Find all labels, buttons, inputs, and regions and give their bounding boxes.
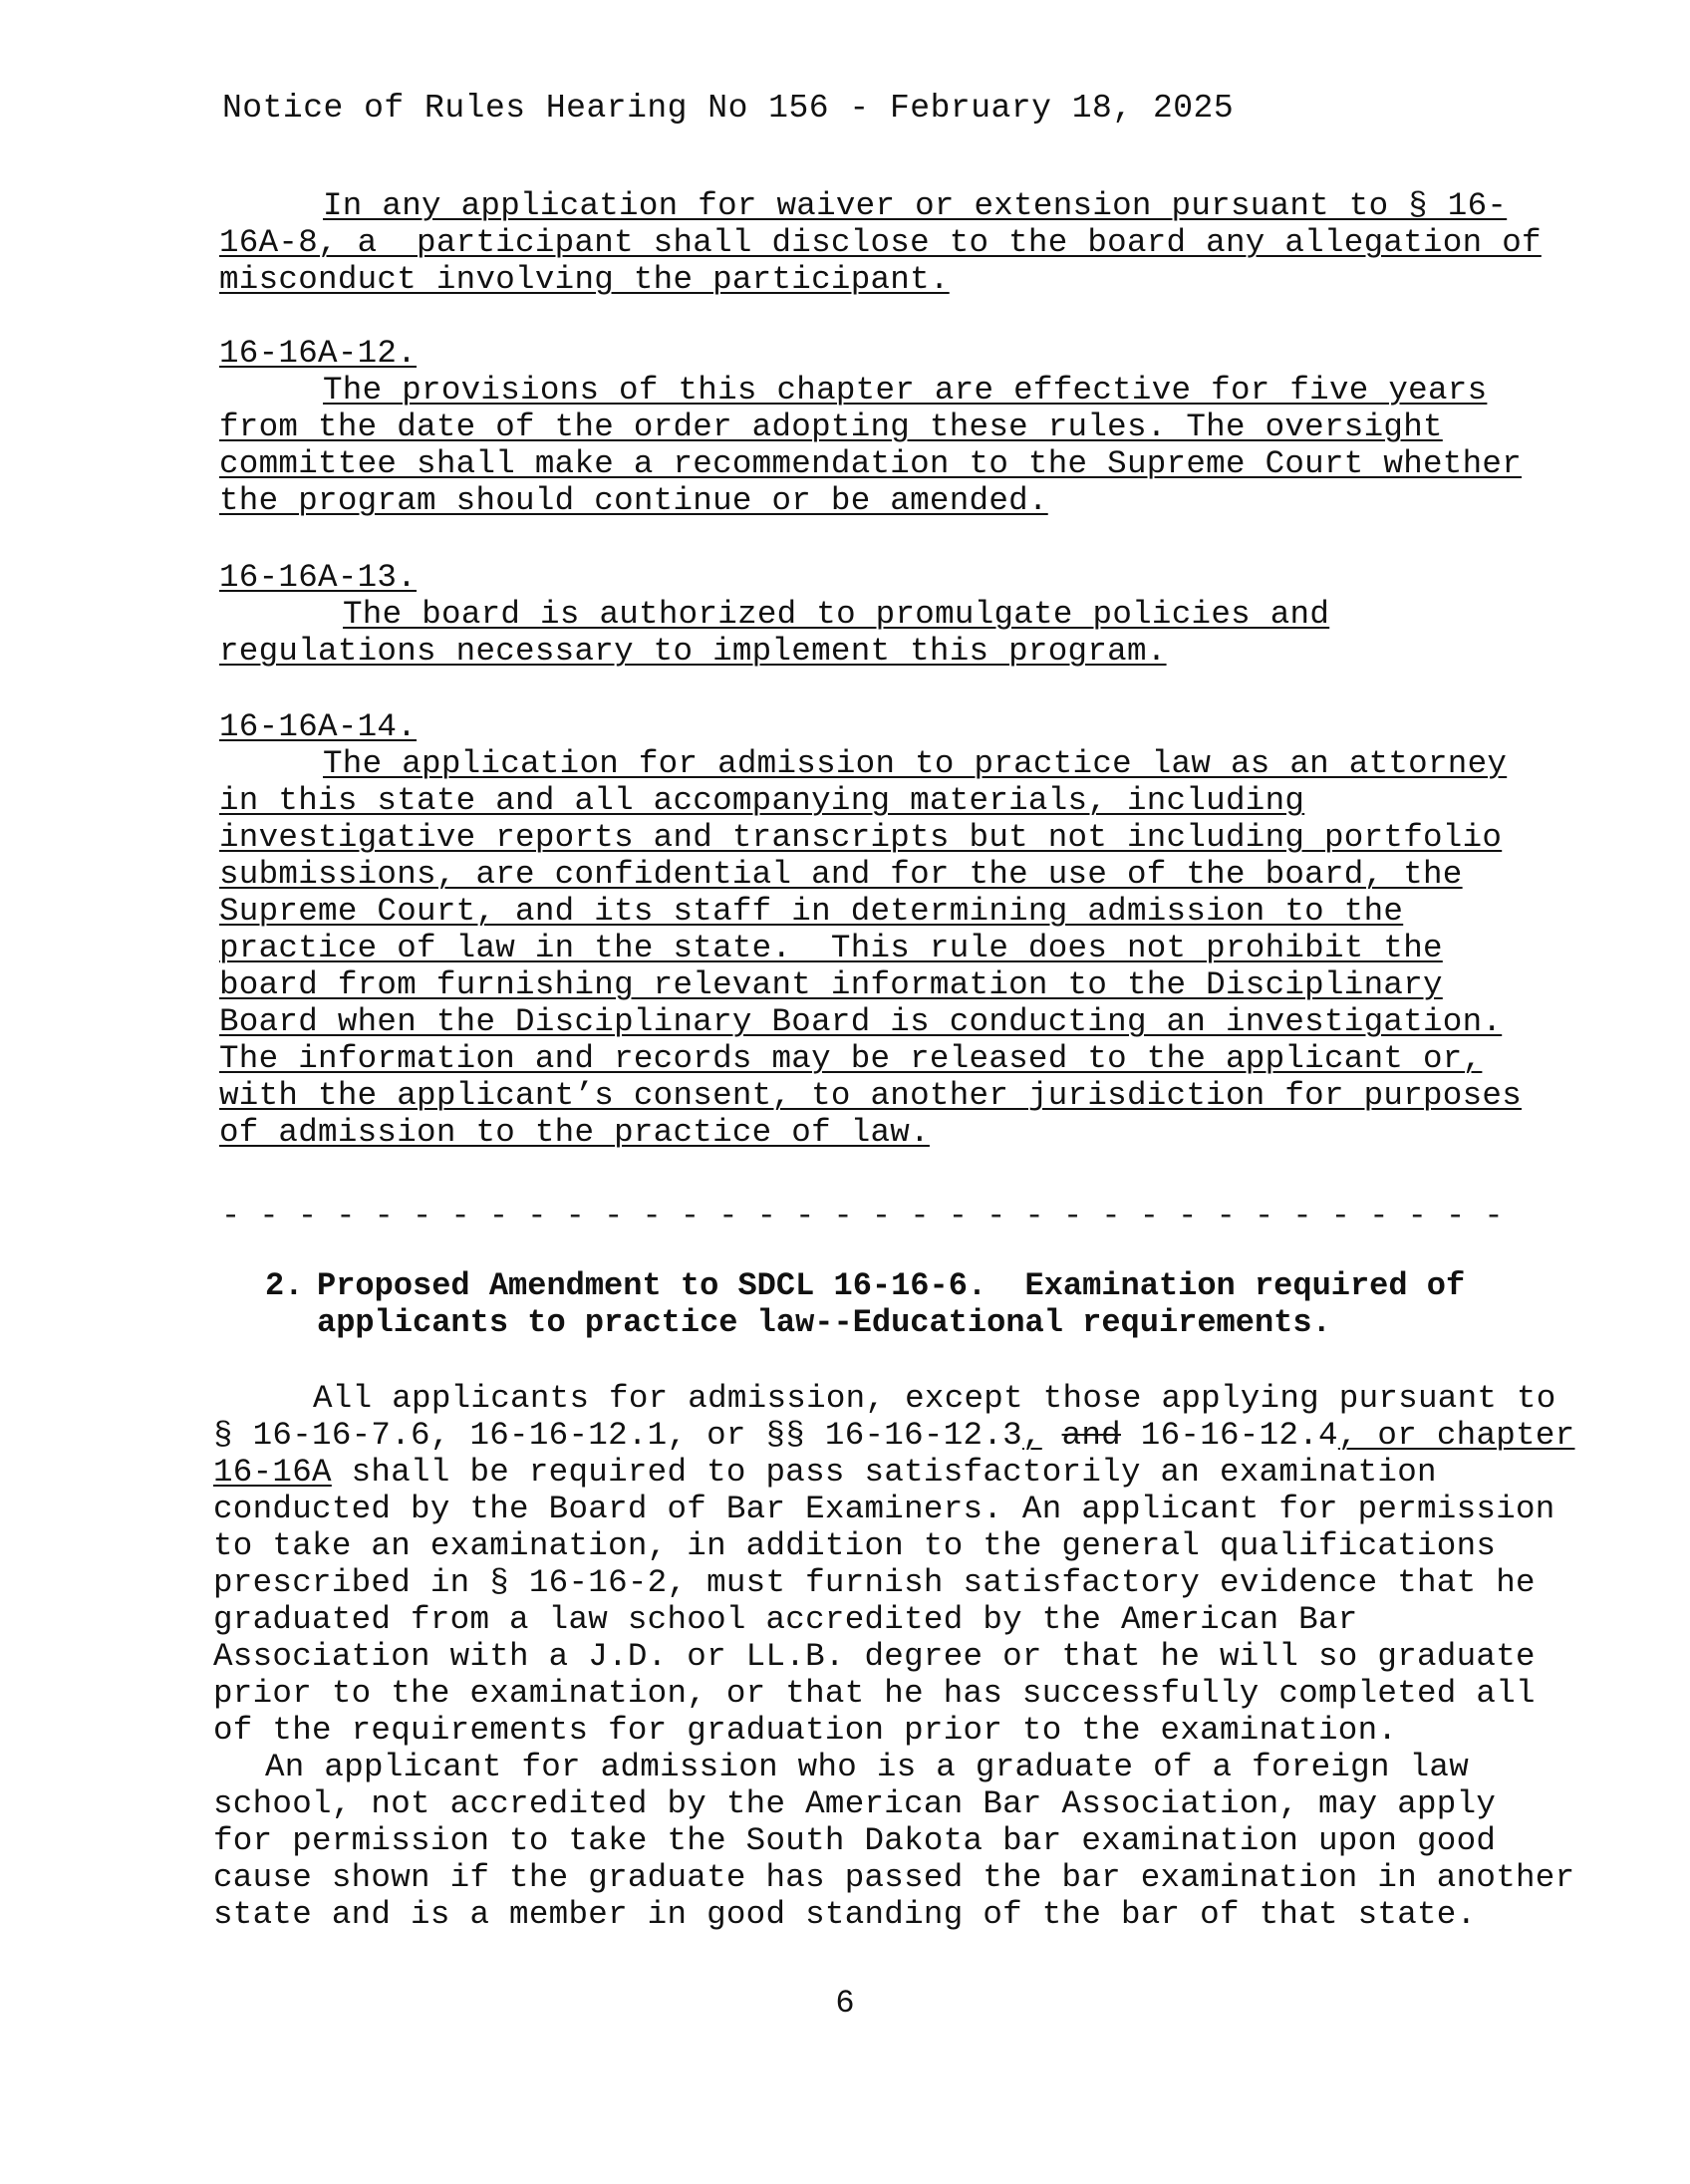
section-separator: - - - - - - - - - - - - - - - - - - - - - - - - - - - - - - - - - - [221,1198,1504,1234]
rule-line: investigative reports and transcripts but not including portfolio [219,819,1503,856]
rule-line: The application for admission to practice law as an attorney [323,745,1508,782]
rule-line: submissions, are confidential and for the use of the board, the [219,856,1463,893]
waiver-line: In any application for waiver or extension pursuant to § 16- [323,187,1508,224]
amendment-title-line2: applicants to practice law--Educational requirements. [317,1304,1331,1341]
amendment-number: 2. [265,1267,304,1304]
rule-line: from the date of the order adopting these rules. The oversight [219,409,1443,445]
applicants-paragraph: All applicants for admission, except those applying pursuant to § 16-16-7.6, 16-16-12.1, or §§ 16-16-12.3, and 16-16-12.4, or chapter 16-16A shall be required to pass satisfactorily an examination conducted by the Board of Bar Examiners. An applicant for permission to take an examination, in addition to the general qualifications prescribed in § 16-16-2, must furnish satisfactory evidence that he graduated from a law school accredited by the American Bar Association with a J.D. or LL.B. degree or that he will so graduate prior to the examination, or that he has successfully completed all of the requirements for graduation prior to the examination. [213,1380,1575,1749]
rule-16-16a-14 [219,708,1564,1151]
body-line: for permission to take the South Dakota bar examination upon good [213,1822,1497,1859]
body-line: of the requirements for graduation prior to the examination. [213,1712,1398,1749]
rule-line: The provisions of this chapter are effective for five years [323,372,1488,409]
amendment-title-line1: Proposed Amendment to SDCL 16-16-6. Examination required of [317,1267,1466,1304]
amendment-heading [265,1267,1560,1341]
rule-line: with the applicant’s consent, to another jurisdiction for purposes [219,1077,1523,1114]
body-line: to take an examination, in addition to the general qualifications [213,1527,1497,1564]
body-line: prescribed in § 16-16-2, must furnish satisfactory evidence that he [213,1564,1536,1601]
rule-line: board from furnishing relevant information to the Disciplinary [219,966,1443,1003]
rule-line: of admission to the practice of law. [219,1114,930,1151]
rule-line: Board when the Disciplinary Board is conducting an investigation. [219,1003,1503,1040]
rule-line: The information and records may be released to the applicant or, [219,1040,1483,1077]
rule-line: regulations necessary to implement this program. [219,633,1167,670]
rule-16-16a-13 [219,559,1564,670]
rule-line: practice of law in the state. This rule does not prohibit the [219,930,1443,966]
body-line: prior to the examination, or that he has successfully completed all [213,1675,1536,1712]
rule-line: the program should continue or be amended. [219,482,1048,519]
rule-label: 16-16A-12. [219,335,418,372]
foreign-applicant-paragraph [213,1749,1575,1933]
waiver-line: 16A-8, a participant shall disclose to the board any allegation of [219,224,1542,261]
rule-line: in this state and all accompanying materials, including [219,782,1305,819]
rule-line: Supreme Court, and its staff in determining admission to the [219,893,1404,930]
body-line: An applicant for admission who is a graduate of a foreign law [265,1749,1469,1785]
body-line: Association with a J.D. or LL.B. degree or that he will so graduate [213,1638,1536,1675]
page-header: Notice of Rules Hearing No 156 - February 18, 2025 [222,90,1235,127]
body-line: conducted by the Board of Bar Examiners. An applicant for permission [213,1491,1555,1527]
waiver-line: misconduct involving the participant. [219,261,950,298]
deleted-text: and [1061,1417,1121,1454]
page-number: 6 [835,1985,855,2022]
rule-label: 16-16A-13. [219,559,418,596]
rule-label: 16-16A-14. [219,708,418,745]
waiver-paragraph [219,187,1564,298]
body-line: All applicants for admission, except those applying pursuant to [313,1380,1556,1417]
rule-line: The board is authorized to promulgate policies and [343,596,1330,633]
body-line: cause shown if the graduate has passed the bar examination in another [213,1859,1575,1896]
inserted-text: , or chapter [1337,1417,1575,1454]
rule-line: committee shall make a recommendation to the Supreme Court whether [219,445,1523,482]
body-line: state and is a member in good standing of the bar of that state. [213,1896,1477,1933]
inserted-text: 16-16A [213,1454,332,1491]
inserted-text: , [1021,1417,1042,1454]
body-line: graduated from a law school accredited by the American Bar [213,1601,1358,1638]
body-line: school, not accredited by the American Bar Association, may apply [213,1785,1497,1822]
rule-16-16a-12 [219,335,1564,519]
